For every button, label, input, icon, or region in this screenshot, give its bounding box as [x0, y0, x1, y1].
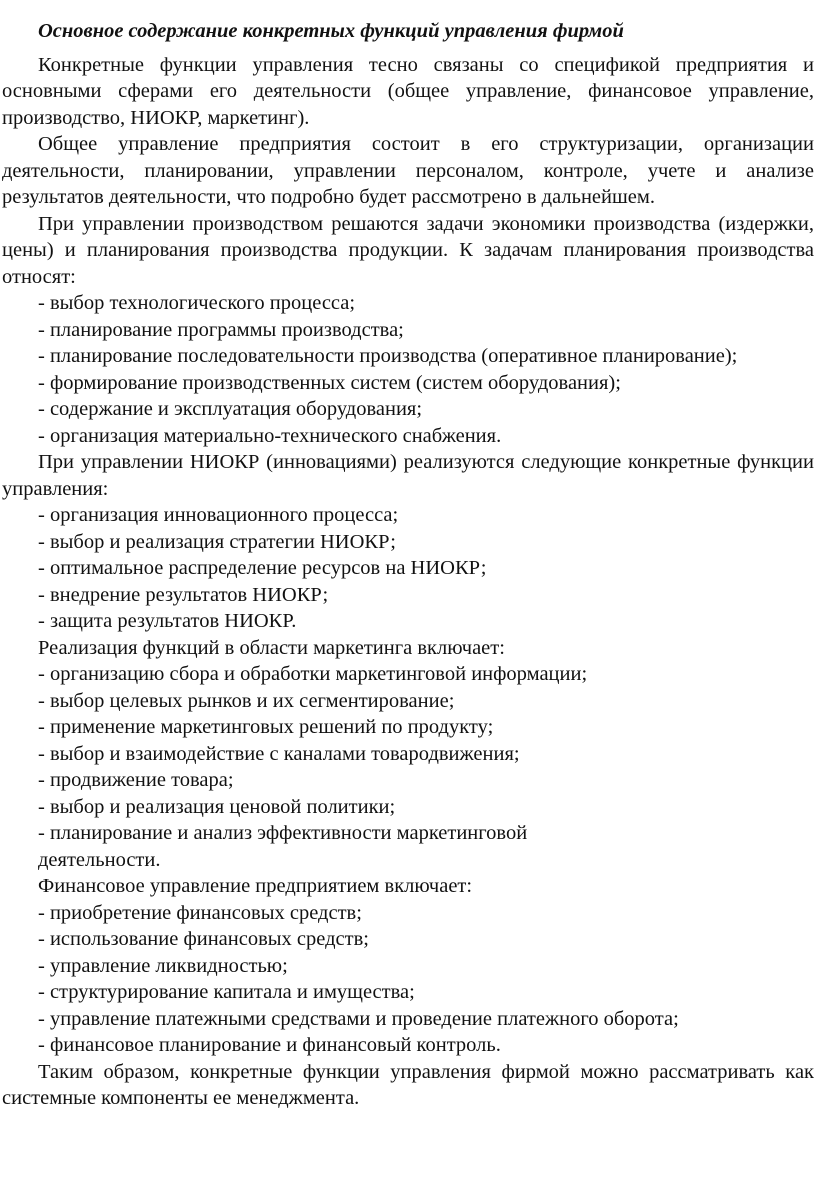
marketing-list-item: - планирование и анализ эффективности маркетинговой	[38, 822, 528, 844]
marketing-list-item: - продвижение товара;	[38, 769, 234, 791]
production-list-item: - выбор технологического процесса;	[38, 292, 356, 314]
finance-list-item: - приобретение финансовых средств;	[38, 901, 362, 924]
rnd-list-item: - выбор и реализация стратегии НИОКР;	[38, 530, 396, 553]
production-list-item: - содержание и эксплуатация оборудования;	[38, 398, 423, 420]
production-list-item: - организация материально-технического снабжения.	[38, 424, 502, 447]
document-title: Основное содержание конкретных функций управления фирмой	[38, 20, 624, 42]
finance-list-item: - финансовое планирование и финансовый контроль.	[38, 1034, 501, 1056]
rnd-intro-paragraph: При управлении НИОКР (инновациями) реализуются следующие конкретные функции управления:	[2, 451, 814, 500]
marketing-list-item: - выбор целевых рынков и их сегментирование;	[38, 689, 455, 712]
marketing-list-item-continuation: деятельности.	[38, 848, 161, 871]
rnd-list-item: - организация инновационного процесса;	[38, 504, 399, 526]
marketing-list-item: - выбор и реализация ценовой политики;	[38, 795, 396, 818]
finance-intro-paragraph: Финансовое управление предприятием включает:	[38, 875, 473, 897]
marketing-list-item: - выбор и взаимодействие с каналами товародвижения;	[38, 742, 520, 765]
finance-list-item: - управление ликвидностью;	[38, 954, 288, 977]
finance-list-item: - управление платежными средствами и проведение платежного оборота;	[38, 1007, 679, 1030]
marketing-list-item: - организацию сбора и обработки маркетинговой информации;	[38, 663, 588, 685]
marketing-intro-paragraph: Реализация функций в области маркетинга включает:	[38, 636, 505, 659]
conclusion-paragraph: Таким образом, конкретные функции управления фирмой можно рассматривать как системные компоненты ее менеджмента.	[2, 1060, 814, 1109]
production-list-item: - планирование последовательности производства (оперативное планирование);	[38, 345, 738, 367]
finance-list-item: - использование финансовых средств;	[38, 928, 369, 950]
finance-list-item: - структурирование капитала и имущества;	[38, 981, 415, 1003]
marketing-list-item: - применение маркетинговых решений по продукту;	[38, 716, 494, 738]
general-management-paragraph: Общее управление предприятия состоит в его структуризации, организации деятельности, планировании, управлении персоналом, контроле, учете и анализе результатов деятельности, что подробно будет рассмотрено в дальнейшем.	[2, 133, 814, 208]
intro-paragraph: Конкретные функции управления тесно связаны со спецификой предприятия и основными сферами его деятельности (общее управление, финансовое управление, производство, НИОКР, маркетинг).	[2, 53, 814, 129]
production-list-item: - планирование программы производства;	[38, 318, 404, 341]
rnd-list-item: - внедрение результатов НИОКР;	[38, 583, 329, 606]
rnd-list-item: - защита результатов НИОКР.	[38, 610, 297, 632]
production-list-item: - формирование производственных систем (систем оборудования);	[38, 371, 621, 394]
production-intro-paragraph: При управлении производством решаются задачи экономики производства (издержки, цены) и планирования производства продукции. К задачам планирования производства относят:	[2, 212, 814, 288]
rnd-list-item: - оптимальное распределение ресурсов на НИОКР;	[38, 557, 487, 579]
